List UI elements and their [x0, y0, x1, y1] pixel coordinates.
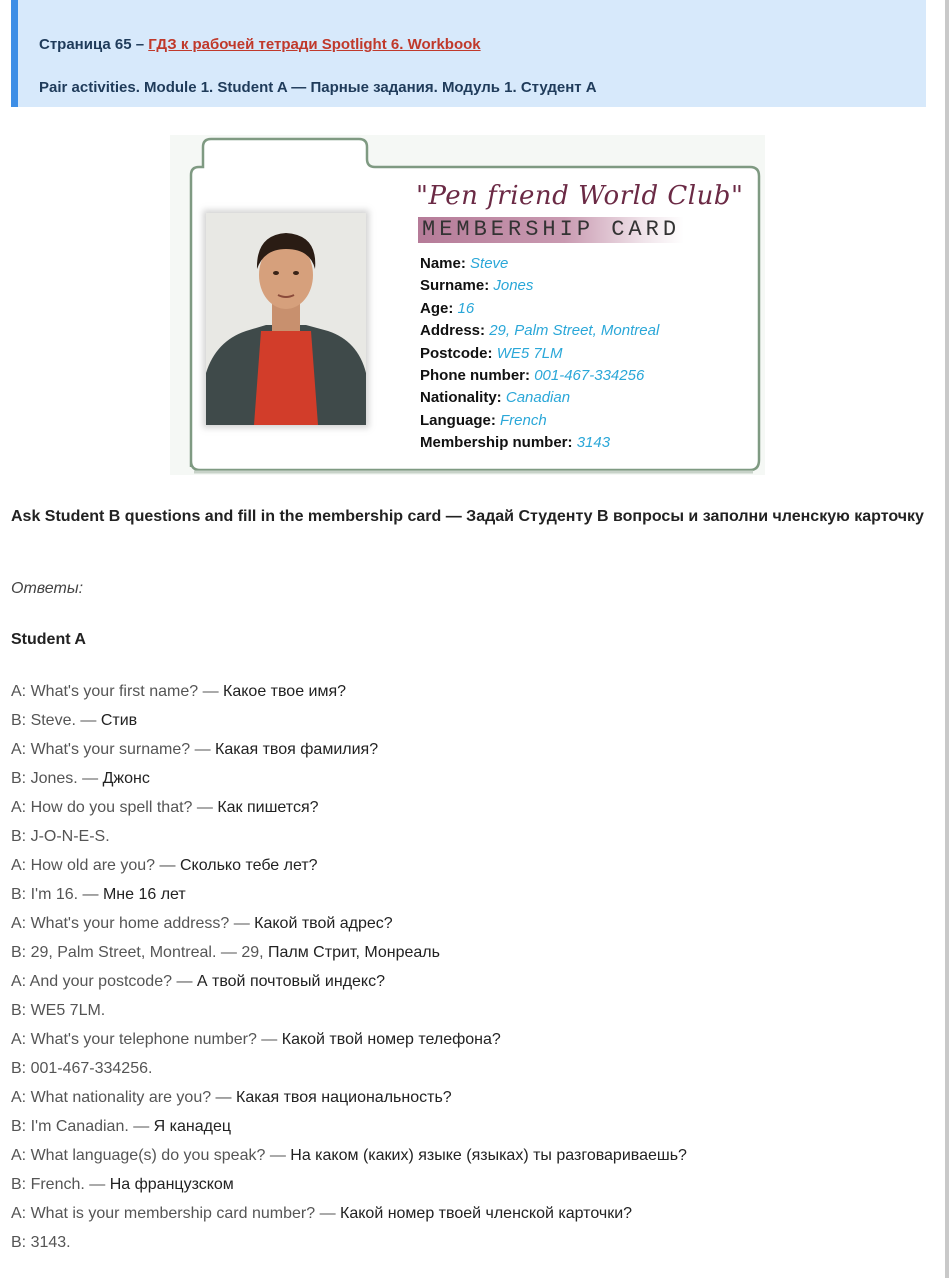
- portrait-picture: [206, 213, 366, 425]
- page-prefix: Страница 65 –: [39, 36, 149, 53]
- page-subtitle: Pair activities. Module 1. Student A — Парные задания. Модуль 1. Студент A: [39, 79, 597, 96]
- info-box: [11, 0, 926, 107]
- dialogue-english: B: 3143.: [11, 1234, 71, 1251]
- dialogue-line: [11, 941, 687, 970]
- dialogue-line: [11, 970, 687, 999]
- dialogue-russian: На каком (каких) языке (языках) ты разговариваешь?: [290, 1147, 687, 1164]
- dialogue-english: B: J-O-N-E-S.: [11, 828, 110, 845]
- dialogue-line: [11, 1144, 687, 1173]
- dialogue-line: [11, 767, 687, 796]
- field-value: French: [500, 411, 547, 429]
- dialogue-line: [11, 1115, 687, 1144]
- dialogue-line: [11, 709, 687, 738]
- dialogue-english: A: How do you spell that? —: [11, 799, 218, 816]
- page-title: [39, 36, 481, 53]
- field-label: Membership number:: [420, 434, 573, 452]
- dialogue-line: [11, 1173, 687, 1202]
- scrollbar-thumb[interactable]: [945, 0, 949, 1278]
- field-name: [420, 253, 659, 275]
- field-label: Phone number:: [420, 366, 531, 384]
- field-value: Canadian: [505, 389, 571, 407]
- dialogue-english: A: And your postcode? —: [11, 973, 197, 990]
- field-label: Surname:: [420, 277, 490, 295]
- workbook-link[interactable]: ГДЗ к рабочей тетради Spotlight 6. Workbook: [148, 36, 481, 53]
- field-membership-number: [420, 432, 659, 454]
- dialogue-line: [11, 854, 687, 883]
- field-label: Language:: [420, 411, 496, 429]
- dialogue-russian: Мне 16 лет: [102, 886, 186, 903]
- field-nationality: [420, 387, 659, 409]
- dialogue-russian: На французском: [109, 1176, 234, 1193]
- dialogue: [11, 680, 687, 1260]
- dialogue-line: [11, 1086, 687, 1115]
- field-value: 29, Palm Street, Montreal: [489, 322, 660, 340]
- dialogue-russian: Какой твой адрес?: [254, 915, 393, 932]
- field-surname: [420, 275, 659, 297]
- field-label: Age:: [420, 299, 454, 317]
- dialogue-english: B: I'm 16. —: [11, 886, 103, 903]
- task-heading: Ask Student B questions and fill in the membership card — Задай Студенту В вопросы и заполни членскую карточку: [11, 508, 924, 525]
- dialogue-russian: Стив: [100, 712, 138, 729]
- dialogue-line: [11, 825, 687, 854]
- answers-label: Ответы:: [11, 580, 84, 597]
- dialogue-russian: Какой твой номер телефона?: [281, 1031, 501, 1048]
- card-subtitle: MEMBERSHIP CARD: [418, 217, 684, 243]
- dialogue-line: [11, 912, 687, 941]
- dialogue-line: [11, 999, 687, 1028]
- field-postcode: [420, 343, 659, 365]
- dialogue-line: [11, 1231, 687, 1260]
- dialogue-line: [11, 1057, 687, 1086]
- dialogue-line: [11, 796, 687, 825]
- field-value: Jones: [493, 277, 534, 295]
- field-phone: [420, 365, 659, 387]
- dialogue-russian: Палм Стрит, Монреаль: [268, 944, 440, 961]
- field-label: Nationality:: [420, 389, 502, 407]
- member-photo: [206, 213, 366, 425]
- field-value: 16: [457, 299, 475, 317]
- field-value: WE5 7LM: [496, 344, 563, 362]
- field-address: [420, 320, 659, 342]
- card-fields: [420, 253, 659, 455]
- dialogue-english: A: What is your membership card number? —: [11, 1205, 341, 1222]
- field-language: [420, 410, 659, 432]
- dialogue-russian: Какая твоя национальность?: [236, 1089, 452, 1106]
- dialogue-english: B: French. —: [11, 1176, 110, 1193]
- dialogue-russian: Я канадец: [153, 1118, 232, 1135]
- field-label: Address:: [420, 322, 486, 340]
- scrollbar-track[interactable]: [945, 0, 949, 1278]
- field-label: Postcode:: [420, 344, 493, 362]
- dialogue-russian: Какой номер твоей членской карточки?: [340, 1205, 633, 1222]
- dialogue-english: B: I'm Canadian. —: [11, 1118, 154, 1135]
- field-age: [420, 298, 659, 320]
- dialogue-english: A: What's your surname? —: [11, 741, 216, 758]
- dialogue-english: A: What's your first name? —: [11, 683, 224, 700]
- dialogue-russian: Джонс: [102, 770, 150, 787]
- dialogue-english: B: Steve. —: [11, 712, 101, 729]
- dialogue-russian: Сколько тебе лет?: [179, 857, 318, 874]
- dialogue-line: [11, 1028, 687, 1057]
- dialogue-english: A: What's your home address? —: [11, 915, 255, 932]
- dialogue-russian: А твой почтовый индекс?: [196, 973, 385, 990]
- dialogue-line: [11, 738, 687, 767]
- field-value: 001-467-334256: [534, 366, 645, 384]
- dialogue-english: B: 001-467-334256.: [11, 1060, 153, 1077]
- dialogue-english: B: Jones. —: [11, 770, 103, 787]
- field-value: 3143: [576, 434, 611, 452]
- dialogue-english: A: What nationality are you? —: [11, 1089, 236, 1106]
- dialogue-line: [11, 1202, 687, 1231]
- dialogue-line: [11, 680, 687, 709]
- dialogue-russian: Какое твое имя?: [223, 683, 347, 700]
- card-title: "Pen friend World Club": [416, 181, 744, 211]
- dialogue-english: B: 29, Palm Street, Montreal. — 29,: [11, 944, 268, 961]
- dialogue-russian: Какая твоя фамилия?: [215, 741, 379, 758]
- dialogue-english: B: WE5 7LM.: [11, 1002, 106, 1019]
- field-label: Name:: [420, 255, 466, 272]
- dialogue-english: A: How old are you? —: [11, 857, 180, 874]
- membership-card-image: [170, 135, 765, 475]
- dialogue-line: [11, 883, 687, 912]
- dialogue-russian: Как пишется?: [217, 799, 319, 816]
- dialogue-english: A: What language(s) do you speak? —: [11, 1147, 291, 1164]
- field-value: Steve: [470, 255, 509, 272]
- student-label: Student A: [11, 631, 86, 648]
- dialogue-english: A: What's your telephone number? —: [11, 1031, 282, 1048]
